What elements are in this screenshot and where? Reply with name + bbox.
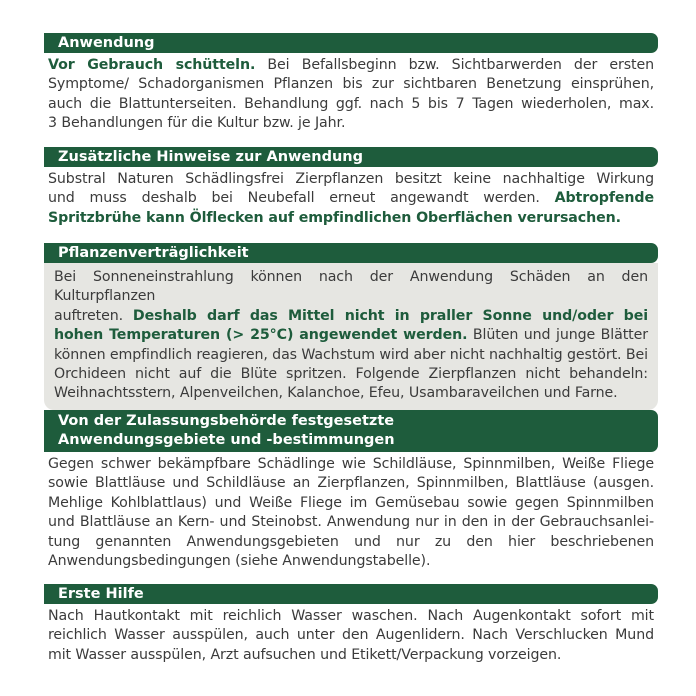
text-line: Weihnachtsstern, Alpenveilchen, Kalanchoe, Efeu, Usambaraveilchen und Farne. (54, 385, 618, 402)
emphasis-text: Deshalb darf das Mittel nicht in praller Sonne und/oder bei (132, 307, 648, 324)
section-vertraeglichkeit (44, 243, 658, 410)
section-header-zulassung (44, 410, 658, 452)
section-header-erste-hilfe: Erste Hilfe (44, 584, 658, 604)
emphasis-line: Spritzbrühe kann Ölflecken auf empfindlichen Oberflächen verursachen. (48, 209, 621, 226)
section-body-anwendung (44, 53, 658, 134)
section-body-zulassung (44, 452, 658, 571)
text-line (54, 307, 648, 326)
emphasis-text: Abtropfende (554, 190, 654, 207)
text-line: auch die Blattunterseiten. Behandlung ggf. nach 5 bis 7 Tagen wiederholen, max. (48, 95, 654, 112)
text-line (48, 189, 654, 208)
emphasis-text: hohen Temperaturen (> 25°C) angewendet werden. (54, 327, 468, 344)
text-line (48, 56, 654, 75)
section-header-vertraeglichkeit: Pflanzenverträglichkeit (44, 243, 658, 263)
section-hinweise (44, 147, 658, 228)
text-line: Bei Sonneneinstrahlung können nach der Anwendung Schäden an den Kulturpflanzen (54, 269, 648, 305)
section-erste-hilfe (44, 584, 658, 665)
text-line: Gegen schwer bekämpfbare Schädlinge wie Schildläuse, Spinnmilben, Weiße Fliege (48, 456, 654, 472)
text-line: Symptome/ Schadorganismen Pflanzen bis zur sichtbaren Benetzung einsprühen, (48, 76, 654, 93)
text-line: mit Wasser ausspülen, Arzt aufsuchen und Etikett/Verpackung vorzeigen. (48, 646, 562, 663)
section-body-erste-hilfe (44, 604, 658, 665)
text-line: sowie Blattläuse und Schildläuse an Zierpflanzen, Spinnmilben, Blattläuse (ausgen. (48, 475, 654, 492)
section-zulassung (44, 410, 658, 571)
text-line: 3 Behandlungen für die Kultur bzw. je Jahr. (48, 115, 346, 132)
emphasis-text: Vor Gebrauch schütteln. (48, 57, 256, 73)
body-text: Bei Befallsbeginn bzw. Sichtbarwerden der ersten (255, 57, 654, 73)
text-line: können empfindlich reagieren, das Wachstum wird aber nicht nachhaltig gestört. Bei (54, 346, 648, 363)
text-line: Mehlige Kohlblattlaus) und Weiße Fliege im Gemüsebau sowie gegen Spinnmilben (48, 494, 654, 511)
info-box (44, 263, 658, 410)
header-line: Anwendungsgebiete und -bestimmungen (58, 432, 395, 448)
text-line: Nach Hautkontakt mit reichlich Wasser waschen. Nach Augenkontakt sofort mit (48, 608, 654, 624)
text-line: Anwendungsbedingungen (siehe Anwendungstabelle). (48, 553, 431, 570)
body-text: und muss deshalb bei Neubefall erneut angewandt werden. (48, 190, 555, 207)
section-header-hinweise: Zusätzliche Hinweise zur Anwendung (44, 147, 658, 167)
section-body-hinweise (44, 167, 658, 228)
text-line: tung genannten Anwendungsgebieten und nur zu den hier beschriebenen (48, 533, 654, 550)
text-line (54, 326, 648, 345)
text-line: Substral Naturen Schädlingsfrei Zierpflanzen besitzt keine nachhaltige Wirkung (48, 171, 654, 187)
header-line: Von der Zulassungsbehörde festgesetzte (58, 413, 395, 429)
section-anwendung (44, 33, 658, 134)
body-text: auftreten. (54, 307, 133, 324)
text-line: Orchideen nicht auf die Blüte spritzen. Folgende Zierpflanzen nicht behandeln: (54, 366, 648, 383)
body-text: Blüten und junge Blätter (467, 327, 649, 344)
text-line: reichlich Wasser ausspülen, auch unter den Augenlidern. Nach Verschlucken Mund (48, 627, 654, 644)
text-line: und Blattläuse an Kern- und Steinobst. Anwendung nur in den in der Gebrauchsanlei- (48, 514, 654, 531)
section-header-anwendung: Anwendung (44, 33, 658, 53)
